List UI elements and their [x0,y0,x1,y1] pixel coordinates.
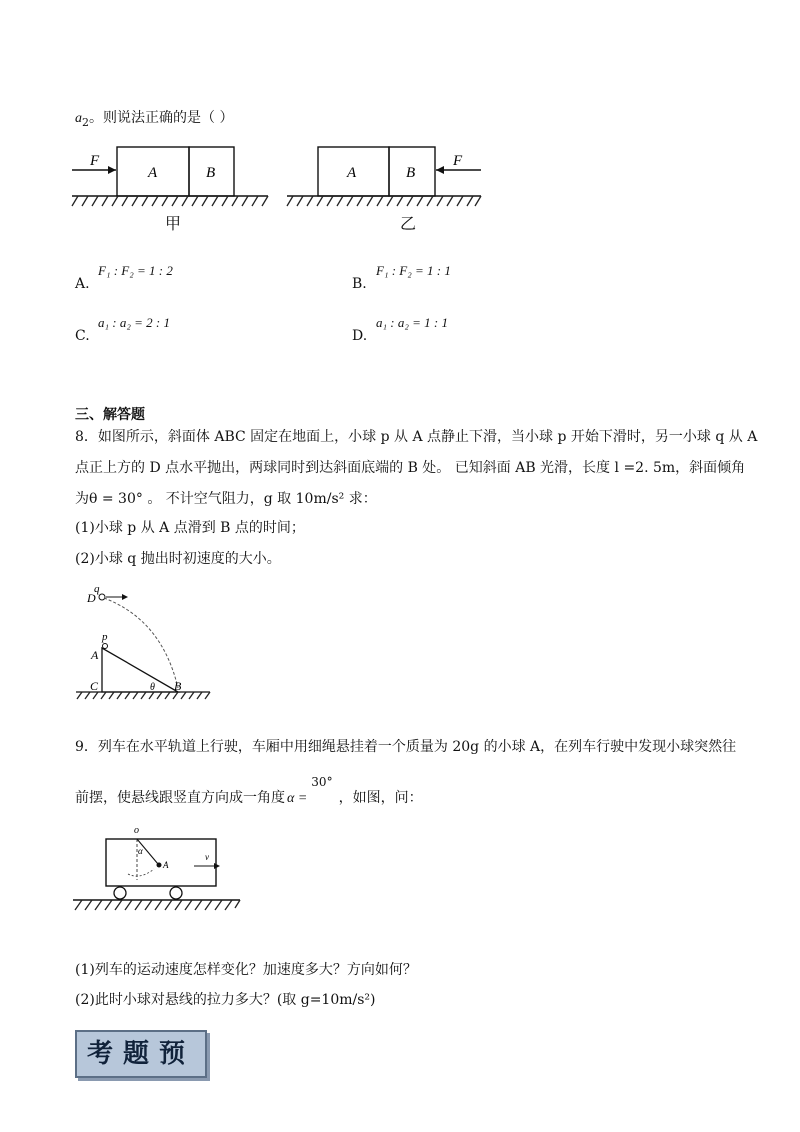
q9-subquestion-2: (2)此时小球对悬线的拉力多大？(取 g=10m/s²) [75,992,376,1008]
q8-fig-label-theta: θ [150,682,155,693]
q7-option-b-label: B. [352,276,367,292]
force-arrowhead-right [436,166,444,174]
ball-a [157,863,162,868]
q9-angle-value: 30° [311,775,333,789]
q8-fig-label-a: A [91,648,99,662]
q7-figure-left [70,140,280,210]
q9-fig-label-o: o [134,825,139,836]
q7-left-caption: 甲 [165,214,182,233]
q9-fig-label-alpha: α [138,846,143,856]
q8-fig-label-c: C [90,679,99,693]
q7-option-c-formula: a₁ : a₂ = 2 : 1 [98,315,170,330]
section-banner [75,1030,207,1078]
trajectory-dashed [104,598,178,688]
q8-fig-label-p: p [102,631,108,643]
q7-tail-line [75,108,233,133]
q8-line-2: 点正上方的 D 点水平抛出，两球同时到达斜面底端的 B 处。 已知斜面 AB 光滑，长度 l =2. 5m，斜面倾角 [75,460,746,476]
q7-tail-text: 。则说法正确的是（ ） [89,110,234,126]
q9-line-2 [75,775,423,809]
velocity-arrowhead-v [214,863,220,869]
q7-option-d-formula: a₁ : a₂ = 1 : 1 [376,315,448,330]
train-wheel-right [170,887,182,899]
q9-line-2-start: 前摆，使悬线跟竖直方向成一角度 [75,790,285,806]
q9-line-2-end: ，如图，问： [338,790,423,806]
q7-left-block-a-label: A [148,165,158,181]
q7-right-block-a-label: A [347,165,357,181]
q7-option-a-label: A. [75,276,90,292]
train-car-body [106,839,216,886]
q7-figure-right [285,140,495,210]
q7-left-force-label: F [90,153,100,169]
q9-train-figure [70,822,245,928]
q7-left-block-b-label: B [206,165,216,181]
q8-subquestion-2: (2)小球 q 抛出时初速度的大小。 [75,551,281,567]
velocity-arrowhead-q [122,594,128,600]
q8-fig-label-d: D [87,591,96,605]
swing-arc [128,869,154,876]
q9-ground-hatch [75,900,240,910]
ground-hatch-right [287,196,481,206]
q8-subquestion-1: (1)小球 p 从 A 点滑到 B 点的时间； [75,520,305,536]
q9-alpha-symbol: α = [287,791,308,806]
force-arrowhead-left [108,166,116,174]
q7-right-caption: 乙 [400,214,417,233]
q8-fig-label-b: B [174,679,182,693]
q9-fig-label-v: v [205,852,209,862]
train-wheel-left [114,887,126,899]
q7-right-force-label: F [453,153,463,169]
q7-right-block-b-label: B [406,165,416,181]
q8-incline-figure [70,580,220,702]
q8-line-1: 8．如图所示，斜面体 ABC 固定在地面上，小球 p 从 A 点静止下滑，当小球 p 开始下滑时，另一小球 q 从 A [75,429,758,445]
q9-line-1: 9．列车在水平轨道上行驶，车厢中用细绳悬挂着一个质量为 20g 的小球 A，在列车行驶中发现小球突然往 [75,739,737,755]
q9-fig-label-a: A [163,860,169,870]
q9-subquestion-1: (1)列车的运动速度怎样变化？加速度多大？方向如何？ [75,962,417,978]
q7-option-b-formula: F₁ : F₂ = 1 : 1 [376,263,451,278]
section-heading: 三、解答题 [75,407,145,423]
ball-q [99,594,105,600]
q7-option-c-label: C. [75,328,90,344]
q7-option-a-formula: F₁ : F₂ = 1 : 2 [98,263,173,278]
ground-hatch-left [72,196,268,206]
q7-option-d-label: D. [352,328,368,344]
section-banner-text: 考题预 [86,1039,195,1069]
q8-ground-hatch [77,692,210,699]
ball-p [103,644,108,649]
q7-tail-var: a [75,111,82,126]
q7-tail-sub: 2 [82,115,89,129]
q8-fig-label-q: q [94,583,100,595]
q8-line-3: 为θ = 30° 。 不计空气阻力，g 取 10m/s² 求： [75,491,377,507]
